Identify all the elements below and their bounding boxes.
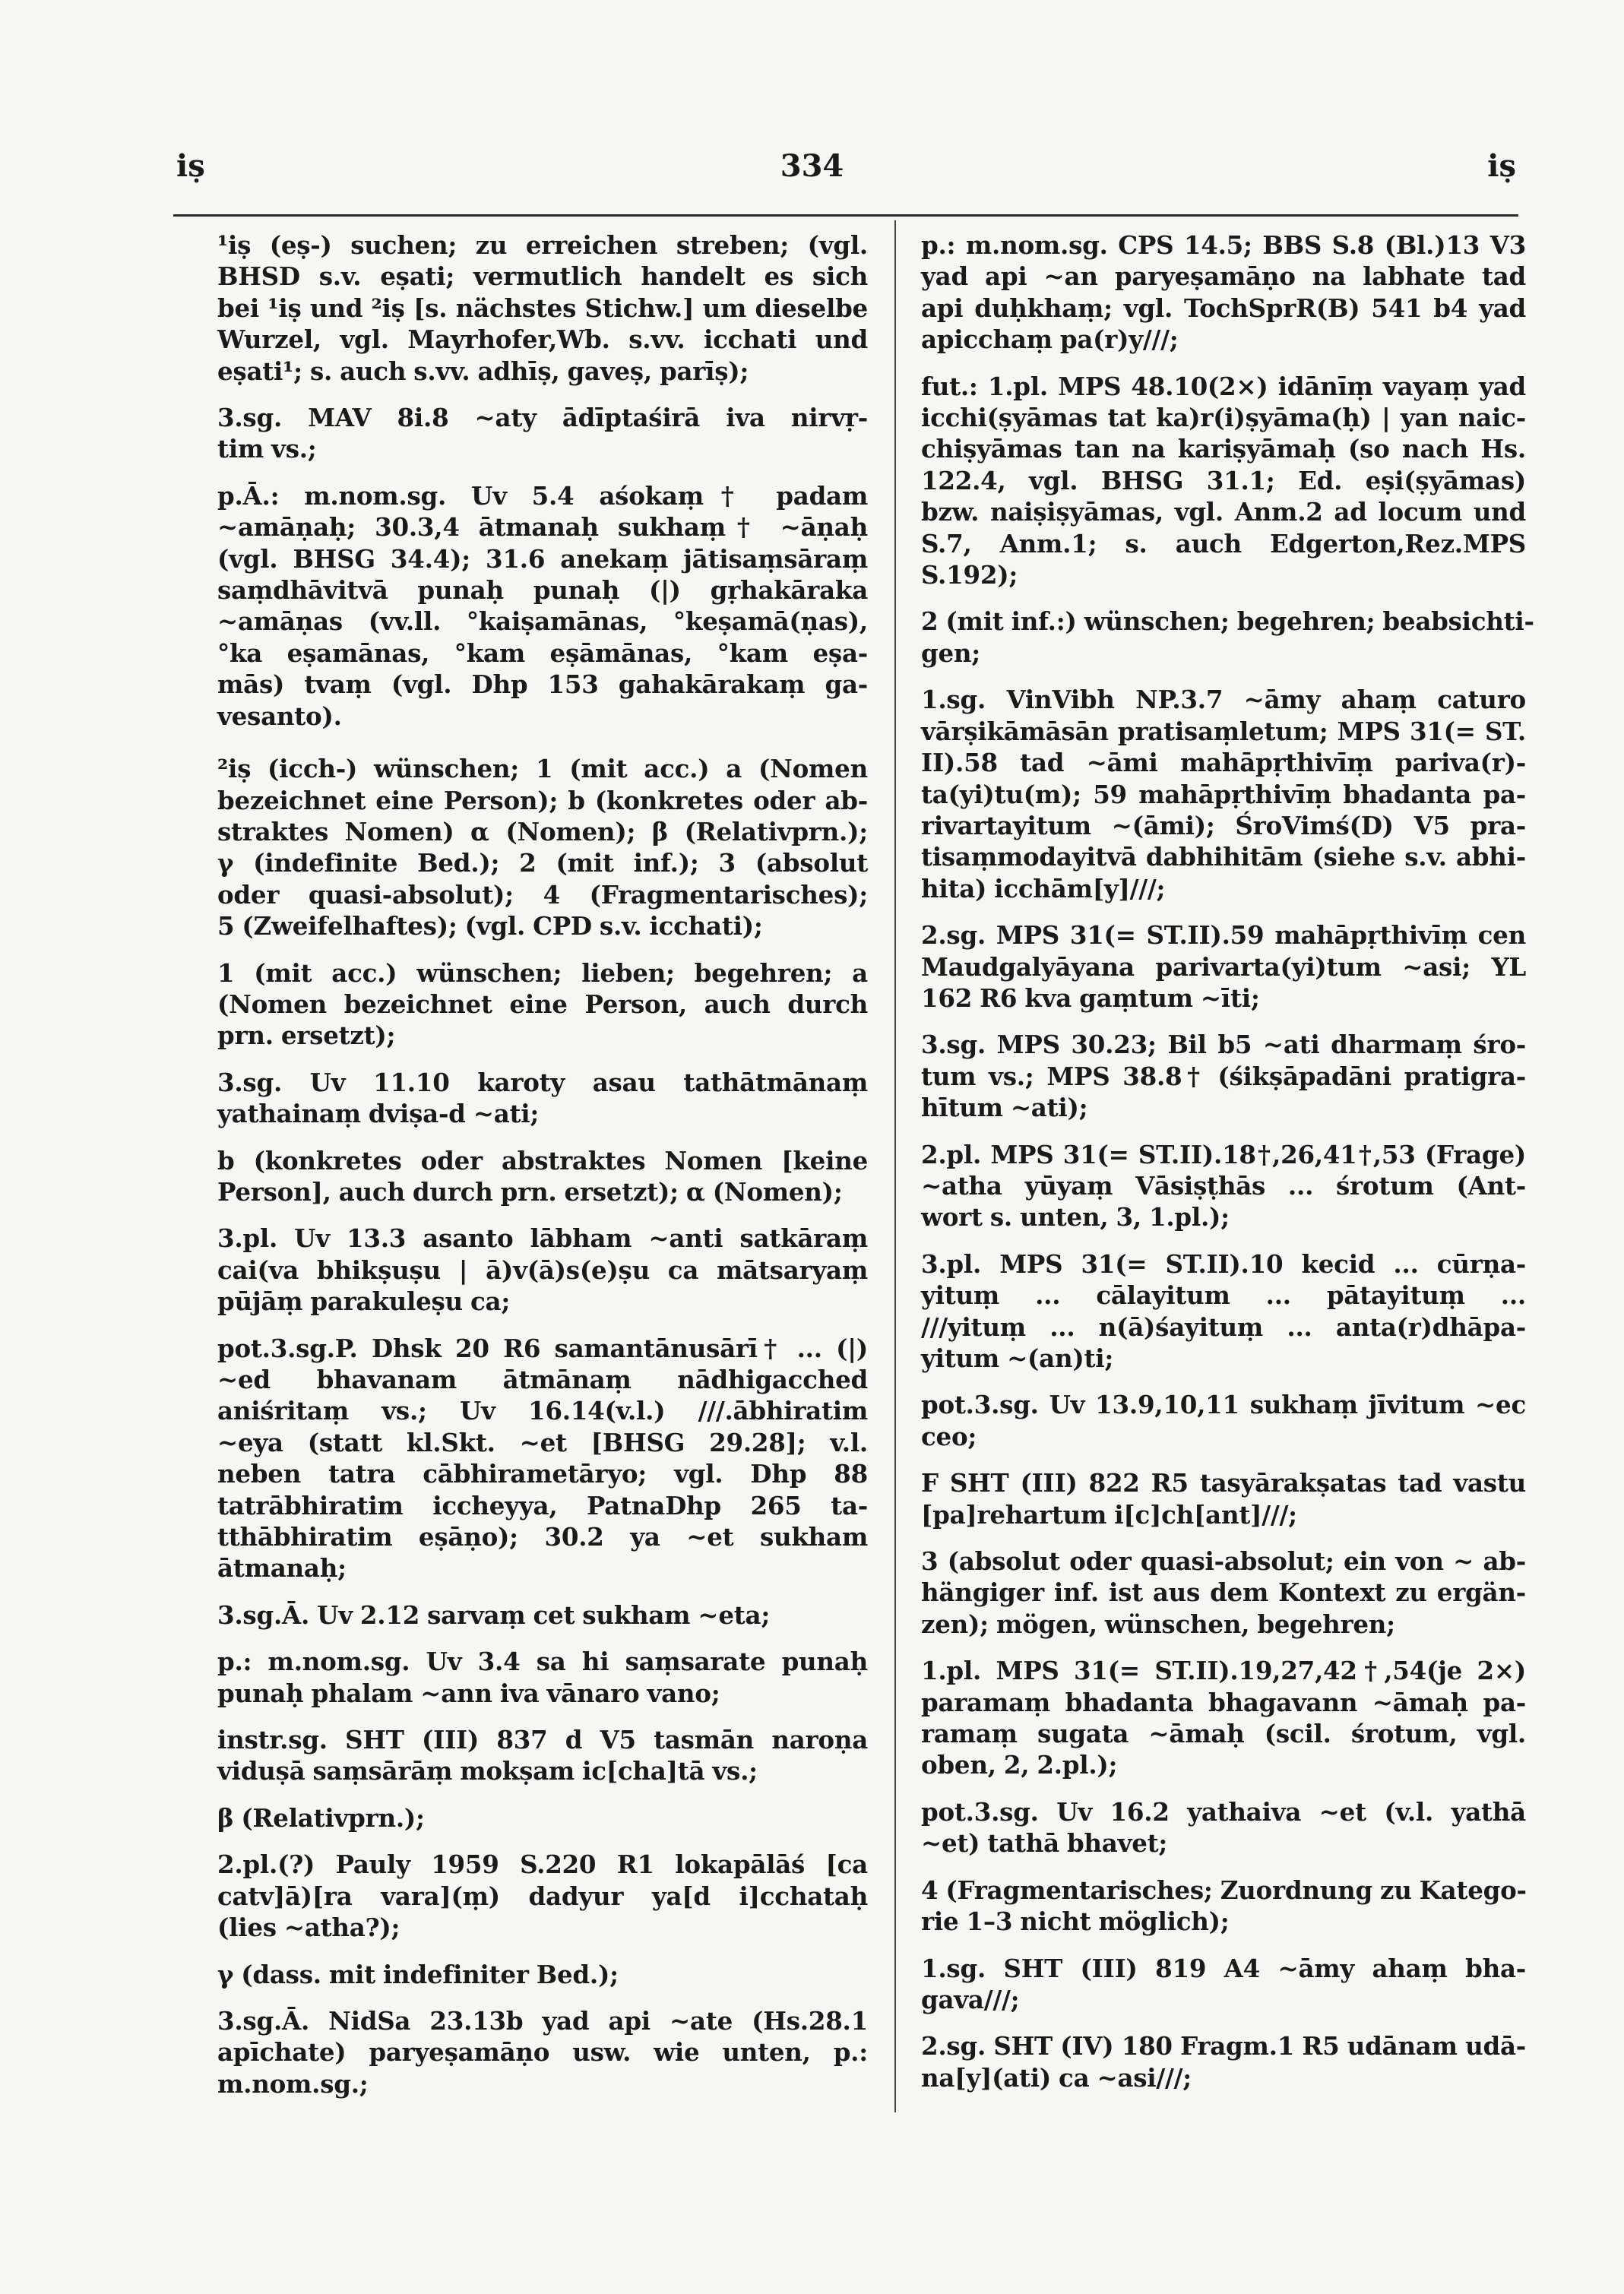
entry-line: p.Ā.: m.nom.sg. Uv 5.4 aśokaṃ† padam (217, 480, 868, 511)
entry-line: ///yituṃ ... n(ā)śayituṃ ... anta(r)dhāpa- (921, 1312, 1526, 1342)
entry-paragraph (217, 229, 868, 387)
entry-line: 2.pl. MPS 31(= ST.II).18†,26,41†,53 (Frage) (921, 1139, 1526, 1169)
entry-line: vārṣikāmāsān pratisaṃletum; MPS 31(= ST. (921, 716, 1526, 746)
entry-line: apīchate) paryeṣamāṇo usw. wie unten, p.: (217, 2037, 868, 2068)
entry-line: na[y](ati) ca ~asi///; (921, 2062, 1192, 2093)
entry-line: 3.sg. MAV 8i.8 ~aty ādīptaśirā iva nirvṛ- (217, 403, 868, 433)
entry-line: tisaṃmodayitvā dabhihitām (siehe s.v. abhi- (921, 842, 1526, 872)
entry-paragraph (217, 480, 868, 732)
entry-paragraph (217, 1802, 868, 1834)
entry-paragraph (921, 229, 1526, 356)
entry-line: Wurzel, vgl. Mayrhofer,Wb. s.vv. icchati und (217, 324, 868, 355)
entry-line: yitum ~(an)ti; (921, 1343, 1114, 1373)
entry-paragraph (921, 2030, 1526, 2093)
entry-line: hita) icchām[y]///; (921, 873, 1166, 903)
entry-line: F SHT (III) 822 R5 tasyārakṣatas tad vastu (921, 1468, 1526, 1498)
entry-line: tthābhiratim eṣāṇo); 30.2 ya ~et sukham (217, 1522, 868, 1552)
entry-line: 2.sg. MPS 31(= ST.II).59 mahāpṛthivīṃ cen (921, 920, 1526, 951)
entry-paragraph (921, 684, 1526, 904)
entry-line: 1.sg. SHT (III) 819 A4 ~āmy ahaṃ bha- (921, 1953, 1526, 1983)
entry-line: γ (indefinite Bed.); 2 (mit inf.); 3 (absolut (217, 848, 868, 878)
entry-line: ¹iṣ (eṣ-) suchen; zu erreichen streben; (vgl. (217, 230, 868, 260)
entry-line: rivartayitum ~(āmi); ŚroVimś(D) V5 pra- (921, 810, 1526, 840)
entry-line: 3.pl. Uv 13.3 asanto lābham ~anti satkāraṃ (217, 1223, 868, 1254)
entry-line: viduṣā saṃsārāṃ mokṣam ic[cha]tā vs.; (217, 1756, 758, 1786)
entry-paragraph (217, 1959, 868, 1990)
entry-line: 1.pl. MPS 31(= ST.II).19,27,42†,54(je 2×) (921, 1656, 1526, 1686)
entry-line: yad api ~an paryeṣamāṇo na labhate tad (921, 261, 1526, 292)
entry-line: ta(yi)tu(m); 59 mahāpṛthivīṃ bhadanta pa- (921, 779, 1526, 809)
left-column (217, 229, 868, 2099)
entry-line: b (konkretes oder abstraktes Nomen [keine (217, 1145, 868, 1175)
entry-line: zen); mögen, wünschen, begehren; (921, 1609, 1395, 1639)
entry-line: ātmanaḥ; (217, 1553, 347, 1584)
entry-line: instr.sg. SHT (III) 837 d V5 tasmān naroṇa (217, 1725, 868, 1755)
entry-line: 3.sg.Ā. Uv 2.12 sarvaṃ cet sukham ~eta; (217, 1599, 771, 1630)
entry-paragraph (217, 1599, 868, 1631)
entry-line: aniśritaṃ vs.; Uv 16.14(v.l.) ///.ābhiratim (217, 1396, 868, 1426)
entry-line: ~amāṇaḥ; 30.3,4 ātmanaḥ sukhaṃ† ~āṇaḥ (217, 512, 868, 543)
entry-paragraph (217, 1724, 868, 1787)
entry-line: cai(va bhikṣuṣu | ā)v(ā)s(e)ṣu ca mātsaryaṃ (217, 1255, 868, 1285)
entry-line: bei ¹iṣ und ²iṣ [s. nächstes Stichw.] um dieselbe (217, 293, 868, 323)
right-column (921, 229, 1534, 2093)
entry-line: 162 R6 kva gaṃtum ~īti; (921, 982, 1260, 1013)
entry-line: gen; (921, 638, 981, 668)
entry-paragraph (921, 1248, 1526, 1375)
entry-paragraph (921, 1875, 1526, 1938)
entry-paragraph (921, 1546, 1526, 1640)
entry-paragraph (921, 1655, 1526, 1781)
entry-line: bzw. naiṣiṣyāmas, vgl. Anm.2 ad locum und (921, 497, 1526, 527)
entry-line: (Nomen bezeichnet eine Person, auch durch (217, 989, 868, 1019)
entry-line: fut.: 1.pl. MPS 48.10(2×) idānīṃ vayaṃ yad (921, 371, 1526, 401)
page-header (0, 148, 1624, 194)
entry-line: ceo; (921, 1421, 977, 1451)
entry-line: ~eya (statt kl.Skt. ~et [BHSG 29.28]; v.l. (217, 1427, 868, 1457)
entry-line: hītum ~ati); (921, 1093, 1088, 1123)
entry-line: β (Relativprn.); (217, 1802, 425, 1833)
entry-paragraph (217, 402, 868, 465)
entry-line: yathainaṃ dviṣa-d ~ati; (217, 1099, 540, 1129)
entry-paragraph (921, 1467, 1526, 1530)
left-running-headword: iṣ (176, 148, 205, 184)
entry-paragraph (217, 1067, 868, 1130)
entry-line: ²iṣ (icch-) wünschen; 1 (mit acc.) a (Nomen (217, 754, 868, 784)
entry-line: api duḥkhaṃ; vgl. TochSprR(B) 541 b4 yad (921, 293, 1526, 323)
column-separator (894, 220, 896, 2112)
entry-line: 3.sg.Ā. NidSa 23.13b yad api ~ate (Hs.28.1 (217, 2005, 868, 2036)
entry-line: p.: m.nom.sg. Uv 3.4 sa hi saṃsarate punaḥ (217, 1647, 868, 1677)
entry-line: pūjāṃ parakuleṣu ca; (217, 1286, 511, 1317)
entry-line: eṣati¹; s. auch s.vv. adhīṣ, gaveṣ, parīṣ); (217, 356, 749, 386)
entry-line: tim vs.; (217, 434, 317, 464)
entry-line: paramaṃ bhadanta bhagavann ~āmaḥ pa- (921, 1687, 1526, 1717)
entry-paragraph (217, 957, 868, 1052)
entry-paragraph (217, 1849, 868, 1943)
entry-line: ~amāṇas (vv.ll. °kaiṣamānas, °keṣamā(ṇas), (217, 606, 868, 637)
entry-line: 122.4, vgl. BHSG 31.1; Ed. eṣi(ṣyāmas) (921, 465, 1526, 495)
entry-paragraph (921, 1029, 1526, 1123)
entry-paragraph (921, 371, 1526, 591)
entry-paragraph (217, 1145, 868, 1208)
entry-line: oder quasi-absolut); 4 (Fragmentarisches); (217, 879, 868, 910)
entry-line: icchi(ṣyāmas tat ka)r(i)ṣyāma(ḥ) | yan naic- (921, 403, 1526, 433)
entry-paragraph (921, 1139, 1526, 1233)
entry-line: (lies ~atha?); (217, 1913, 400, 1943)
entry-line: pot.3.sg. Uv 13.9,10,11 sukhaṃ jīvitum ~ec (921, 1390, 1526, 1420)
entry-line: γ (dass. mit indefiniter Bed.); (217, 1959, 619, 1989)
entry-line: tatrābhiratim iccheyya, PatnaDhp 265 ta- (217, 1490, 868, 1520)
entry-line: rie 1–3 nicht möglich); (921, 1906, 1230, 1937)
entry-line: Person], auch durch prn. ersetzt); α (Nomen); (217, 1176, 843, 1207)
entry-line: 2 (mit inf.:) wünschen; begehren; beabsichti- (921, 606, 1534, 637)
entry-line: 5 (Zweifelhaftes); (vgl. CPD s.v. icchati); (217, 911, 763, 941)
entry-line: straktes Nomen) α (Nomen); β (Relativprn.); (217, 816, 868, 846)
entry-line: ~et) tathā bhavet; (921, 1828, 1168, 1859)
entry-line: apicchaṃ pa(r)y///; (921, 324, 1179, 355)
entry-line: Maudgalyāyana parivarta(yi)tum ~asi; YL (921, 951, 1526, 982)
page-number: 334 (780, 148, 844, 184)
entry-line: tum vs.; MPS 38.8† (śikṣāpadāni pratigra- (921, 1061, 1526, 1091)
entry-line: °ka eṣamānas, °kam eṣāmānas, °kam eṣa- (217, 638, 868, 668)
entry-paragraph (921, 606, 1534, 669)
entry-line: 3.sg. MPS 30.23; Bil b5 ~ati dharmaṃ śro- (921, 1030, 1526, 1060)
entry-line: 3.pl. MPS 31(= ST.II).10 kecid ... cūrṇa- (921, 1248, 1526, 1279)
entry-line: mās) tvaṃ (vgl. Dhp 153 gahakārakaṃ ga- (217, 669, 868, 700)
entry-line: BHSD s.v. eṣati; vermutlich handelt es sich (217, 261, 868, 292)
entry-line: wort s. unten, 3, 1.pl.); (921, 1202, 1230, 1232)
entry-paragraph (217, 753, 868, 941)
entry-line: punaḥ phalam ~ann iva vānaro vano; (217, 1678, 720, 1708)
entry-line: pot.3.sg. Uv 16.2 yathaiva ~et (v.l. yathā (921, 1796, 1526, 1827)
entry-line: 1 (mit acc.) wünschen; lieben; begehren; a (217, 957, 868, 988)
entry-line: S.7, Anm.1; s. auch Edgerton,Rez.MPS (921, 528, 1526, 558)
entry-paragraph (921, 1953, 1526, 2016)
entry-line: p.: m.nom.sg. CPS 14.5; BBS S.8 (Bl.)13 V3 (921, 230, 1526, 260)
entry-line: neben tatra cābhirametāryo; vgl. Dhp 88 (217, 1459, 868, 1489)
entry-line: 3 (absolut oder quasi-absolut; ein von ~ ab- (921, 1546, 1526, 1577)
entry-line: prn. ersetzt); (217, 1020, 396, 1051)
entry-line: catv]ā)[ra vara](ṃ) dadyur ya[d i]cchataḥ (217, 1881, 868, 1911)
entry-line: 2.pl.(?) Pauly 1959 S.220 R1 lokapālāś [ca (217, 1849, 868, 1880)
entry-line: 1.sg. VinVibh NP.3.7 ~āmy ahaṃ caturo (921, 685, 1526, 715)
entry-paragraph (217, 1333, 868, 1584)
entry-paragraph (921, 1389, 1526, 1452)
entry-line: gava///; (921, 1984, 1020, 2014)
entry-line: [pa]rehartum i[c]ch[ant]///; (921, 1499, 1297, 1530)
entry-line: saṃdhāvitvā punaḥ punaḥ (|) gṛhakāraka (217, 575, 868, 606)
entry-line: ramaṃ sugata ~āmaḥ (scil. śrotum, vgl. (921, 1719, 1526, 1749)
right-running-headword: iṣ (1487, 148, 1516, 184)
entry-paragraph (217, 1223, 868, 1317)
entry-line: hängiger inf. ist aus dem Kontext zu ergän- (921, 1577, 1526, 1608)
entry-line: yituṃ ... cālayitum ... pātayituṃ ... (921, 1280, 1526, 1311)
entry-line: II).58 tad ~āmi mahāpṛthivīṃ pariva(r)- (921, 748, 1526, 778)
entry-line: ~ed bhavanam ātmānaṃ nādhigacched (217, 1365, 868, 1394)
entry-line: m.nom.sg.; (217, 2068, 369, 2099)
entry-line: (vgl. BHSG 34.4); 31.6 anekaṃ jātisaṃsāraṃ (217, 543, 868, 574)
entry-line: 2.sg. SHT (IV) 180 Fragm.1 R5 udānam udā- (921, 2031, 1526, 2061)
entry-line: 3.sg. Uv 11.10 karoty asau tathātmānaṃ (217, 1067, 868, 1097)
entry-paragraph (921, 919, 1526, 1014)
entry-line: S.192); (921, 560, 1018, 590)
entry-line: oben, 2, 2.pl.); (921, 1750, 1118, 1780)
entry-line: vesanto). (217, 701, 342, 731)
entry-line: bezeichnet eine Person); b (konkretes oder ab- (217, 785, 868, 815)
header-rule (173, 214, 1518, 217)
entry-paragraph (217, 1646, 868, 1709)
entry-line: ~atha yūyaṃ Vāsiṣṭhās ... śrotum (Ant- (921, 1170, 1526, 1201)
entry-line: chiṣyāmas tan na kariṣyāmaḥ (so nach Hs. (921, 434, 1526, 464)
entry-paragraph (921, 1796, 1526, 1859)
entry-line: 4 (Fragmentarisches; Zuordnung zu Katego- (921, 1875, 1527, 1905)
entry-paragraph (217, 2005, 868, 2099)
entry-line: pot.3.sg.P. Dhsk 20 R6 samantānusārī† ... (|) (217, 1333, 868, 1363)
